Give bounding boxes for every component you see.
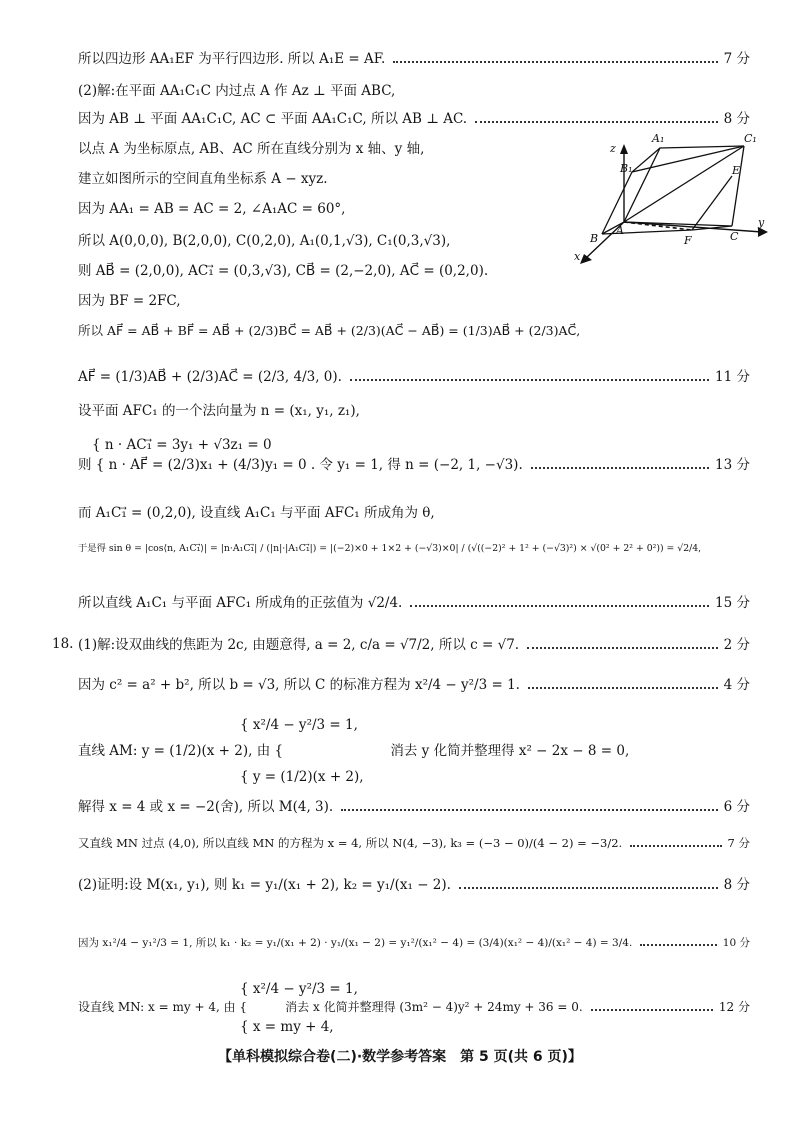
edge-b1c1 (632, 146, 744, 172)
x-arrow (580, 254, 592, 264)
label-z: z (610, 142, 616, 155)
dot-leader (475, 121, 718, 123)
coordinate-figure (572, 130, 772, 280)
score-label: 15 分 (715, 595, 750, 611)
solution-line: (2)解:在平面 AA₁C₁C 内过点 A 作 Az ⊥ 平面 ABC, (78, 83, 396, 99)
label-x: x (574, 250, 581, 263)
score-label: 8 分 (723, 111, 750, 127)
solution-line: 于是得 sin θ = |cos⟨n, A₁C₁⃗⟩| = |n·A₁C₁⃗| / (|n|·|A₁C₁⃗|) = |(−2)×0 + 1×2 + (−√3)×0| / (√((−2)² + 1² + (−√3)²) × √(0² + 2² + 0²)) = √2/4, (78, 543, 702, 554)
solution-line (78, 676, 750, 694)
score-label: 4 分 (723, 677, 750, 693)
label-a: A (616, 224, 624, 237)
score-label: 11 分 (715, 369, 750, 385)
dot-leader (531, 467, 709, 469)
solution-line (78, 636, 750, 654)
line-text: (1)解:设双曲线的焦距为 2c, 由题意得, a = 2, c/a = √7/2, 所以 c = √7. (78, 637, 520, 653)
dot-leader (591, 1009, 713, 1011)
label-b: B (590, 232, 599, 245)
label-e: E (732, 164, 741, 177)
solution-line (78, 50, 750, 68)
line-text: 因为 AB ⊥ 平面 AA₁C₁C, AC ⊂ 平面 AA₁C₁C, 所以 AB ⊥ AC. (78, 111, 468, 127)
label-a1: A₁ (652, 132, 665, 145)
solution-line: 所以 AF⃗ = AB⃗ + BF⃗ = AB⃗ + (2/3)BC⃗ = AB⃗ + (2/3)(AC⃗ − AB⃗) = (1/3)AB⃗ + (2/3)AC⃗, (78, 323, 581, 338)
line-text: AF⃗ = (1/3)AB⃗ + (2/3)AC⃗ = (2/3, 4/3, 0). (78, 369, 342, 385)
dot-leader (410, 605, 709, 607)
dot-leader (640, 944, 717, 946)
solution-line (78, 110, 750, 128)
solution-line: 以点 A 为坐标原点, AB、AC 所在直线分别为 x 轴、y 轴, (78, 141, 425, 157)
dot-leader (528, 687, 718, 689)
solution-line: 设平面 AFC₁ 的一个法向量为 n = (x₁, y₁, z₁), (78, 403, 360, 419)
solution-line (78, 998, 750, 1016)
solution-line (78, 876, 750, 894)
dot-leader (459, 887, 718, 889)
dot-leader (393, 61, 717, 63)
label-f: F (684, 234, 692, 247)
line-text: 所以直线 A₁C₁ 与平面 AFC₁ 所成角的正弦值为 √2/4. (78, 595, 403, 611)
solution-line: { n · AC₁⃗ = 3y₁ + √3z₁ = 0 (92, 437, 272, 453)
score-label: 13 分 (715, 457, 750, 473)
solution-line (78, 834, 750, 852)
solution-line: 直线 AM: y = (1/2)(x + 2), 由 { 消去 y 化简并整理得 x² − 2x − 8 = 0, (78, 743, 630, 759)
line-text: 所以四边形 AA₁EF 为平行四边形. 所以 A₁E = AF. (78, 51, 386, 67)
label-c1: C₁ (744, 132, 757, 145)
line-text: 解得 x = 4 或 x = −2(舍), 所以 M(4, 3). (78, 799, 334, 815)
score-label: 7 分 (723, 51, 750, 67)
label-y: y (758, 216, 765, 229)
solution-line (78, 368, 750, 386)
edge-fe (692, 176, 732, 230)
solution-line: 则 AB⃗ = (2,0,0), AC₁⃗ = (0,3,√3), CB⃗ = (2,−2,0), AC⃗ = (0,2,0). (78, 263, 489, 279)
score-label: 8 分 (723, 877, 750, 893)
solution-line (78, 934, 750, 952)
label-b1: B₁ (620, 162, 633, 175)
edge-bb1a1 (602, 148, 660, 234)
dot-leader (630, 845, 721, 847)
solution-line: 建立如图所示的空间直角坐标系 A − xyz. (78, 171, 328, 187)
page-footer: 【单科模拟综合卷(二)·数学参考答案 第 5 页(共 6 页)】 (218, 1049, 582, 1065)
edge-cc1 (732, 146, 744, 226)
solution-line: 所以 A(0,0,0), B(2,0,0), C(0,2,0), A₁(0,1,√3), C₁(0,3,√3), (78, 233, 451, 249)
score-label: 2 分 (723, 637, 750, 653)
dot-leader (341, 809, 717, 811)
solution-line: { y = (1/2)(x + 2), (240, 769, 364, 785)
score-label: 10 分 (722, 937, 750, 949)
score-label: 12 分 (718, 1000, 750, 1014)
line-text: (2)证明:设 M(x₁, y₁), 则 k₁ = y₁/(x₁ + 2), k₂ = y₁/(x₁ − 2). (78, 877, 451, 893)
solution-line: { x²/4 − y²/3 = 1, (240, 981, 358, 997)
dot-leader (350, 379, 709, 381)
line-text: 又直线 MN 过点 (4,0), 所以直线 MN 的方程为 x = 4, 所以 N(4, −3), k₃ = (−3 − 0)/(4 − 2) = −3/2. (78, 836, 623, 850)
dot-leader (527, 647, 718, 649)
solution-line: { x²/4 − y²/3 = 1, (240, 717, 358, 733)
z-arrow (620, 144, 628, 154)
solution-line (78, 798, 750, 816)
solution-line (78, 594, 750, 612)
score-label: 7 分 (727, 836, 750, 850)
line-text: 因为 x₁²/4 − y₁²/3 = 1, 所以 k₁ · k₂ = y₁/(x₁ + 2) · y₁/(x₁ − 2) = y₁²/(x₁² − 4) = (3/4)(x₁² − 4)/(x₁² − 4) = 3/4. (78, 937, 633, 949)
line-text: 则 { n · AF⃗ = (2/3)x₁ + (4/3)y₁ = 0 . 令 y₁ = 1, 得 n = (−2, 1, −√3). (78, 457, 523, 473)
label-c: C (730, 230, 739, 243)
solution-line: 因为 AA₁ = AB = AC = 2, ∠A₁AC = 60°, (78, 201, 346, 217)
solution-line (78, 456, 750, 474)
question-number: 18. (52, 636, 74, 652)
line-text: 设直线 MN: x = my + 4, 由 { 消去 x 化简并整理得 (3m² − 4)y² + 24my + 36 = 0. (78, 1000, 583, 1014)
line-text: 因为 c² = a² + b², 所以 b = √3, 所以 C 的标准方程为 x²/4 − y²/3 = 1. (78, 677, 520, 693)
solution-line: 而 A₁C₁⃗ = (0,2,0), 设直线 A₁C₁ 与平面 AFC₁ 所成角为 θ, (78, 505, 435, 521)
solution-line: 因为 BF = 2FC, (78, 293, 181, 309)
score-label: 6 分 (723, 799, 750, 815)
solution-line: { x = my + 4, (240, 1019, 334, 1035)
